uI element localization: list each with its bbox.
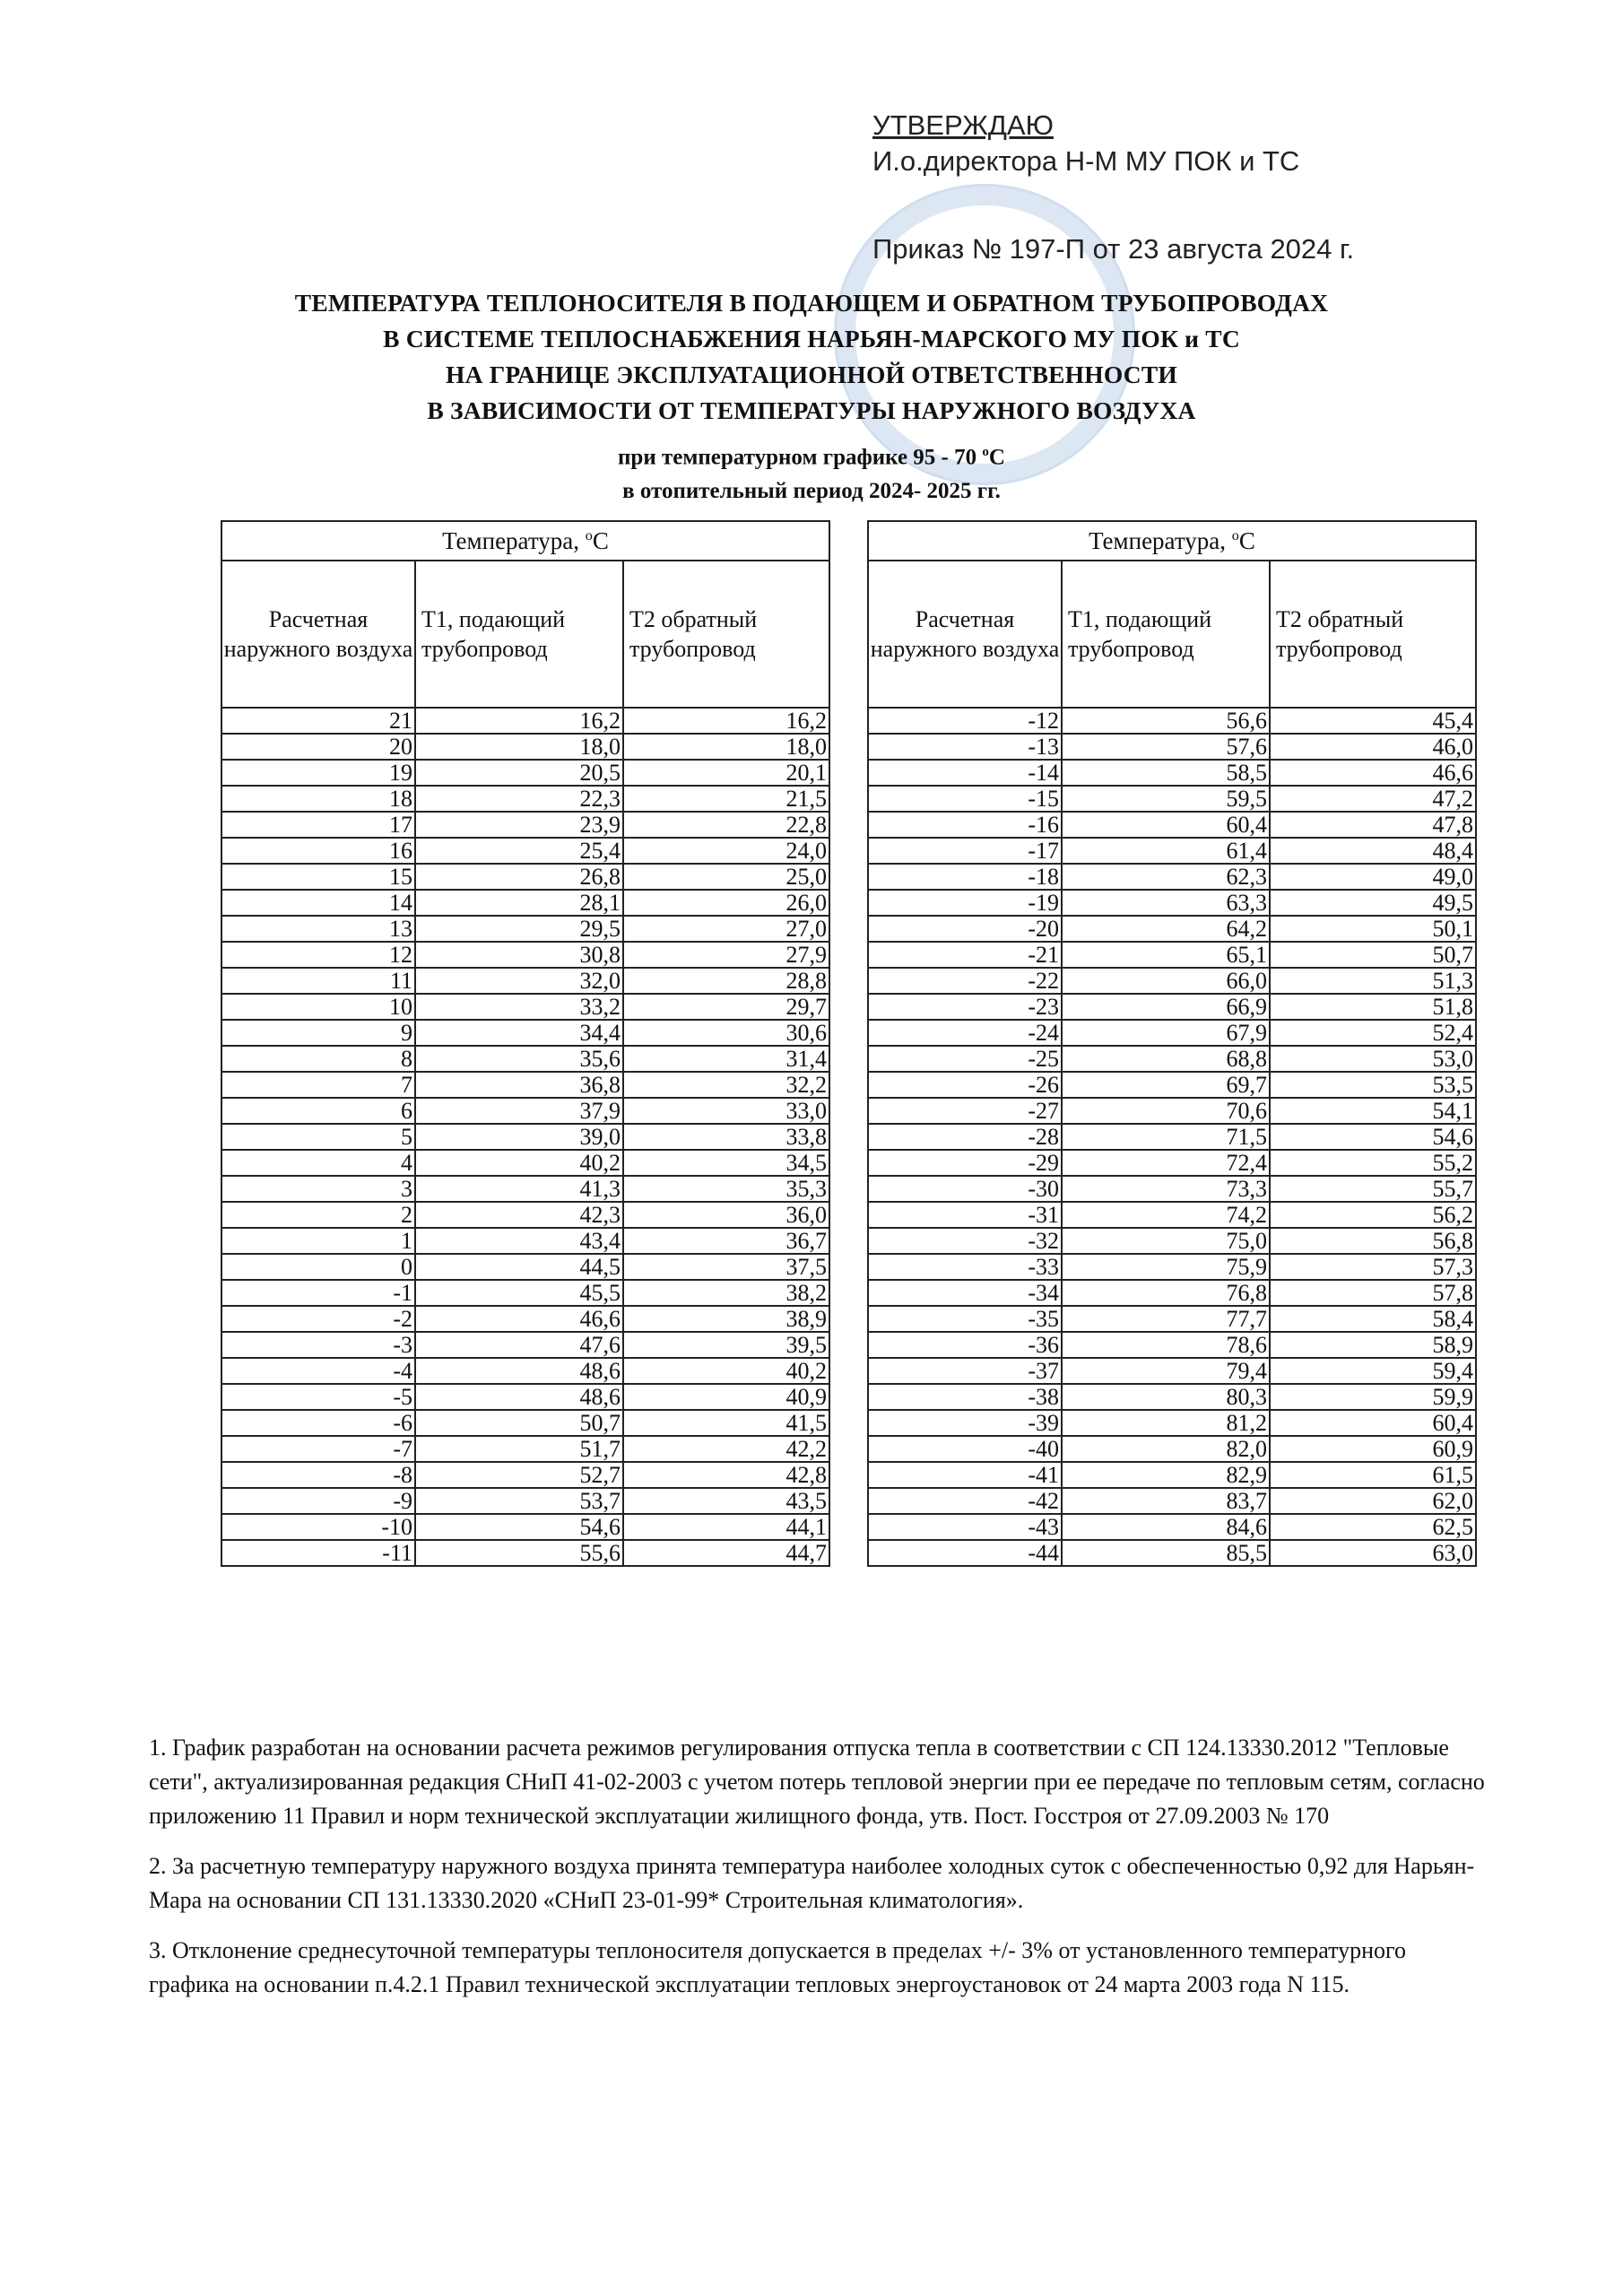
outdoor-temp-cell: -15: [868, 786, 1062, 812]
t2-cell: 58,9: [1270, 1332, 1476, 1358]
table-row: [221, 1514, 829, 1540]
table-row: [221, 942, 829, 968]
t2-cell: 46,0: [1270, 734, 1476, 760]
t2-cell: 59,4: [1270, 1358, 1476, 1384]
table-body-left: [221, 708, 829, 1566]
t1-cell: 66,9: [1062, 994, 1270, 1020]
t1-cell: 65,1: [1062, 942, 1270, 968]
table-row: [868, 864, 1476, 890]
table-row: [868, 1098, 1476, 1124]
t1-cell: 58,5: [1062, 760, 1270, 786]
t1-cell: 37,9: [415, 1098, 623, 1124]
outdoor-temp-cell: 1: [221, 1228, 415, 1254]
t1-cell: 62,3: [1062, 864, 1270, 890]
table-row: [221, 1124, 829, 1150]
schedule-unit: С: [988, 445, 1005, 470]
t2-cell: 53,5: [1270, 1072, 1476, 1098]
t2-cell: 18,0: [623, 734, 829, 760]
t1-cell: 20,5: [415, 760, 623, 786]
t2-cell: 45,4: [1270, 708, 1476, 734]
heading-line: НА ГРАНИЦЕ ЭКСПЛУАТАЦИОННОЙ ОТВЕТСТВЕННОСТИ: [446, 361, 1177, 388]
outdoor-temp-cell: -18: [868, 864, 1062, 890]
t1-cell: 22,3: [415, 786, 623, 812]
table-row: [868, 1202, 1476, 1228]
outdoor-temp-cell: -7: [221, 1436, 415, 1462]
table-row: [221, 838, 829, 864]
outdoor-temp-cell: -34: [868, 1280, 1062, 1306]
t1-cell: 67,9: [1062, 1020, 1270, 1046]
t1-cell: 71,5: [1062, 1124, 1270, 1150]
table-row: [221, 1358, 829, 1384]
table-row: [868, 942, 1476, 968]
t1-cell: 28,1: [415, 890, 623, 916]
table-row: [221, 1384, 829, 1410]
t1-cell: 70,6: [1062, 1098, 1270, 1124]
outdoor-temp-cell: -33: [868, 1254, 1062, 1280]
table-row: [221, 916, 829, 942]
col-t1-header: Т1, подающий трубопровод: [1062, 561, 1270, 708]
t2-cell: 49,0: [1270, 864, 1476, 890]
outdoor-temp-cell: 5: [221, 1124, 415, 1150]
t2-cell: 16,2: [623, 708, 829, 734]
outdoor-temp-cell: -39: [868, 1410, 1062, 1436]
t2-cell: 56,2: [1270, 1202, 1476, 1228]
outdoor-temp-cell: -10: [221, 1514, 415, 1540]
table-row: [868, 890, 1476, 916]
table-row: [868, 1410, 1476, 1436]
outdoor-temp-cell: -38: [868, 1384, 1062, 1410]
outdoor-temp-cell: -6: [221, 1410, 415, 1436]
t1-cell: 32,0: [415, 968, 623, 994]
t2-cell: 36,0: [623, 1202, 829, 1228]
col-t2-header: Т2 обратный трубопровод: [1270, 561, 1476, 708]
outdoor-temp-cell: -35: [868, 1306, 1062, 1332]
outdoor-temp-cell: -14: [868, 760, 1062, 786]
outdoor-temp-cell: -12: [868, 708, 1062, 734]
t1-cell: 43,4: [415, 1228, 623, 1254]
t2-cell: 51,8: [1270, 994, 1476, 1020]
t2-cell: 61,5: [1270, 1462, 1476, 1488]
outdoor-temp-cell: -32: [868, 1228, 1062, 1254]
heading-line: В СИСТЕМЕ ТЕПЛОСНАБЖЕНИЯ НАРЬЯН-МАРСКОГО МУ ПОК и ТС: [383, 325, 1240, 352]
outdoor-temp-cell: -8: [221, 1462, 415, 1488]
table-row: [221, 864, 829, 890]
t1-cell: 78,6: [1062, 1332, 1270, 1358]
table-row: [868, 1358, 1476, 1384]
table-row: [868, 786, 1476, 812]
table-row: [221, 786, 829, 812]
outdoor-temp-cell: -40: [868, 1436, 1062, 1462]
t2-cell: 42,8: [623, 1462, 829, 1488]
t2-cell: 44,7: [623, 1540, 829, 1566]
outdoor-temp-cell: -26: [868, 1072, 1062, 1098]
outdoor-temp-cell: 12: [221, 942, 415, 968]
t1-cell: 82,9: [1062, 1462, 1270, 1488]
table-row: [868, 916, 1476, 942]
outdoor-temp-cell: -11: [221, 1540, 415, 1566]
approval-order: Приказ № 197-П от 23 августа 2024 г.: [872, 233, 1355, 265]
table-row: [868, 1020, 1476, 1046]
table-row: [868, 1488, 1476, 1514]
table-row: [868, 1540, 1476, 1566]
t1-cell: 74,2: [1062, 1202, 1270, 1228]
outdoor-temp-cell: -43: [868, 1514, 1062, 1540]
t2-cell: 21,5: [623, 786, 829, 812]
table-row: [868, 812, 1476, 838]
t2-cell: 51,3: [1270, 968, 1476, 994]
t1-cell: 72,4: [1062, 1150, 1270, 1176]
outdoor-temp-cell: -36: [868, 1332, 1062, 1358]
approval-title: УТВЕРЖДАЮ: [872, 109, 1054, 141]
approval-block: [872, 108, 1354, 267]
outdoor-temp-cell: 4: [221, 1150, 415, 1176]
table-row: [221, 1098, 829, 1124]
period-line: в отопительный период 2024- 2025 гг.: [622, 479, 1001, 504]
t2-cell: 52,4: [1270, 1020, 1476, 1046]
t1-cell: 30,8: [415, 942, 623, 968]
outdoor-temp-cell: 20: [221, 734, 415, 760]
t1-cell: 83,7: [1062, 1488, 1270, 1514]
table-row: [221, 708, 829, 734]
table-row: [221, 1254, 829, 1280]
outdoor-temp-cell: -25: [868, 1046, 1062, 1072]
t1-cell: 60,4: [1062, 812, 1270, 838]
t2-cell: 33,0: [623, 1098, 829, 1124]
outdoor-temp-cell: 21: [221, 708, 415, 734]
t1-cell: 40,2: [415, 1150, 623, 1176]
table-row: [221, 890, 829, 916]
outdoor-temp-cell: 9: [221, 1020, 415, 1046]
table-row: [221, 1540, 829, 1566]
table-row: [221, 1436, 829, 1462]
table-row: [221, 1150, 829, 1176]
table-row: [868, 1462, 1476, 1488]
t1-cell: 64,2: [1062, 916, 1270, 942]
t1-cell: 23,9: [415, 812, 623, 838]
t2-cell: 33,8: [623, 1124, 829, 1150]
outdoor-temp-cell: -21: [868, 942, 1062, 968]
t2-cell: 54,6: [1270, 1124, 1476, 1150]
t2-cell: 40,9: [623, 1384, 829, 1410]
t1-cell: 48,6: [415, 1384, 623, 1410]
outdoor-temp-cell: 18: [221, 786, 415, 812]
table-row: [221, 734, 829, 760]
t1-cell: 26,8: [415, 864, 623, 890]
outdoor-temp-cell: 14: [221, 890, 415, 916]
outdoor-temp-cell: -2: [221, 1306, 415, 1332]
table-row: [868, 1124, 1476, 1150]
t1-cell: 69,7: [1062, 1072, 1270, 1098]
t1-cell: 51,7: [415, 1436, 623, 1462]
t2-cell: 20,1: [623, 760, 829, 786]
t1-cell: 35,6: [415, 1046, 623, 1072]
t1-cell: 36,8: [415, 1072, 623, 1098]
t2-cell: 57,3: [1270, 1254, 1476, 1280]
outdoor-temp-cell: -22: [868, 968, 1062, 994]
outdoor-temp-cell: -19: [868, 890, 1062, 916]
t1-cell: 50,7: [415, 1410, 623, 1436]
t2-cell: 37,5: [623, 1254, 829, 1280]
t2-cell: 56,8: [1270, 1228, 1476, 1254]
table-row: [868, 1436, 1476, 1462]
outdoor-temp-cell: -37: [868, 1358, 1062, 1384]
outdoor-temp-cell: -44: [868, 1540, 1062, 1566]
t1-cell: 76,8: [1062, 1280, 1270, 1306]
t2-cell: 27,0: [623, 916, 829, 942]
outdoor-temp-cell: 19: [221, 760, 415, 786]
outdoor-temp-cell: 0: [221, 1254, 415, 1280]
table-row: [868, 1046, 1476, 1072]
t1-cell: 53,7: [415, 1488, 623, 1514]
t1-cell: 75,9: [1062, 1254, 1270, 1280]
outdoor-temp-cell: -1: [221, 1280, 415, 1306]
t1-cell: 16,2: [415, 708, 623, 734]
t1-cell: 29,5: [415, 916, 623, 942]
table-row: [868, 838, 1476, 864]
t1-cell: 73,3: [1062, 1176, 1270, 1202]
t2-cell: 30,6: [623, 1020, 829, 1046]
t2-cell: 38,9: [623, 1306, 829, 1332]
t2-cell: 62,0: [1270, 1488, 1476, 1514]
table-row: [221, 1488, 829, 1514]
t1-cell: 85,5: [1062, 1540, 1270, 1566]
temperature-table-right: [867, 520, 1477, 1567]
group-header: Температура, $^o$С: [868, 521, 1476, 561]
t2-cell: 28,8: [623, 968, 829, 994]
t2-cell: 40,2: [623, 1358, 829, 1384]
t2-cell: 35,3: [623, 1176, 829, 1202]
table-row: [868, 1280, 1476, 1306]
outdoor-temp-cell: -29: [868, 1150, 1062, 1176]
note-1: 1. График разработан на основании расчета режимов регулирования отпуска тепла в соответствии с СП 124.13330.2012 "Тепловые сети", актуализированная редакция СНиП 41-02-2003 с учетом потерь тепловой энергии при ее передаче по тепловым сетям, согласно приложению 11 Правил и норм технической эксплуатации жилищного фонда, утв. Пост. Госстроя от 27.09.2003 № 170: [149, 1735, 1485, 1829]
t2-cell: 60,4: [1270, 1410, 1476, 1436]
table-row: [868, 1254, 1476, 1280]
t2-cell: 55,7: [1270, 1176, 1476, 1202]
table-row: [868, 1384, 1476, 1410]
table-row: [221, 1176, 829, 1202]
t2-cell: 32,2: [623, 1072, 829, 1098]
outdoor-temp-cell: -20: [868, 916, 1062, 942]
outdoor-temp-cell: 3: [221, 1176, 415, 1202]
note-3: 3. Отклонение среднесуточной температуры теплоносителя допускается в пределах +/- 3% от установленного температурного графика на основании п.4.2.1 Правил технической эксплуатации тепловых энергоустановок от 24 марта 2003 года N 115.: [149, 1937, 1407, 1997]
t1-cell: 18,0: [415, 734, 623, 760]
temperature-table-left: [221, 520, 830, 1567]
t2-cell: 57,8: [1270, 1280, 1476, 1306]
t2-cell: 22,8: [623, 812, 829, 838]
table-row: [221, 1462, 829, 1488]
t2-cell: 58,4: [1270, 1306, 1476, 1332]
table-row: [868, 1228, 1476, 1254]
t1-cell: 39,0: [415, 1124, 623, 1150]
t2-cell: 34,5: [623, 1150, 829, 1176]
t2-cell: 47,2: [1270, 786, 1476, 812]
t1-cell: 68,8: [1062, 1046, 1270, 1072]
outdoor-temp-cell: -24: [868, 1020, 1062, 1046]
outdoor-temp-cell: 10: [221, 994, 415, 1020]
t2-cell: 53,0: [1270, 1046, 1476, 1072]
t2-cell: 55,2: [1270, 1150, 1476, 1176]
outdoor-temp-cell: -31: [868, 1202, 1062, 1228]
outdoor-temp-cell: -9: [221, 1488, 415, 1514]
t2-cell: 39,5: [623, 1332, 829, 1358]
t2-cell: 50,7: [1270, 942, 1476, 968]
outdoor-temp-cell: -27: [868, 1098, 1062, 1124]
t1-cell: 80,3: [1062, 1384, 1270, 1410]
approval-position: И.о.директора Н-М МУ ПОК и ТС: [872, 145, 1300, 177]
table-row: [221, 1332, 829, 1358]
t2-cell: 47,8: [1270, 812, 1476, 838]
outdoor-temp-cell: 15: [221, 864, 415, 890]
col-t1-header: Т1, подающий трубопровод: [415, 561, 623, 708]
schedule-line: [0, 435, 1623, 474]
t1-cell: 66,0: [1062, 968, 1270, 994]
t1-cell: 47,6: [415, 1332, 623, 1358]
outdoor-temp-cell: 7: [221, 1072, 415, 1098]
t2-cell: 44,1: [623, 1514, 829, 1540]
t1-cell: 84,6: [1062, 1514, 1270, 1540]
t1-cell: 63,3: [1062, 890, 1270, 916]
t1-cell: 45,5: [415, 1280, 623, 1306]
note-2: 2. За расчетную температуру наружного воздуха принята температура наиболее холодных суток с обеспеченностью 0,92 для Нарьян-Мара на основании СП 131.13330.2020 «СНиП 23-01-99* Строительная климатология».: [149, 1853, 1475, 1913]
outdoor-temp-cell: 8: [221, 1046, 415, 1072]
t2-cell: 38,2: [623, 1280, 829, 1306]
t1-cell: 77,7: [1062, 1306, 1270, 1332]
degree-mark: o: [982, 445, 989, 459]
outdoor-temp-cell: -41: [868, 1462, 1062, 1488]
group-header: Температура, $^o$С: [221, 521, 829, 561]
table-row: [868, 1072, 1476, 1098]
t1-cell: 57,6: [1062, 734, 1270, 760]
t2-cell: 25,0: [623, 864, 829, 890]
heading-line: ТЕМПЕРАТУРА ТЕПЛОНОСИТЕЛЯ В ПОДАЮЩЕМ И ОБРАТНОМ ТРУБОПРОВОДАХ: [294, 289, 1329, 317]
t1-cell: 81,2: [1062, 1410, 1270, 1436]
t2-cell: 41,5: [623, 1410, 829, 1436]
table-row: [868, 760, 1476, 786]
t2-cell: 24,0: [623, 838, 829, 864]
t1-cell: 55,6: [415, 1540, 623, 1566]
table-row: [868, 1514, 1476, 1540]
table-row: [868, 1306, 1476, 1332]
col-outdoor-header: Расчетная наружного воздуха: [221, 561, 415, 708]
table-row: [868, 1150, 1476, 1176]
table-body-right: [868, 708, 1476, 1566]
outdoor-temp-cell: 2: [221, 1202, 415, 1228]
t1-cell: 41,3: [415, 1176, 623, 1202]
table-row: [221, 1280, 829, 1306]
notes-section: [149, 1731, 1485, 2018]
t1-cell: 54,6: [415, 1514, 623, 1540]
t2-cell: 49,5: [1270, 890, 1476, 916]
outdoor-temp-cell: 13: [221, 916, 415, 942]
t1-cell: 61,4: [1062, 838, 1270, 864]
table-row: [221, 1410, 829, 1436]
table-row: [868, 1176, 1476, 1202]
table-row: [221, 1306, 829, 1332]
t2-cell: 26,0: [623, 890, 829, 916]
table-row: [868, 708, 1476, 734]
t1-cell: 42,3: [415, 1202, 623, 1228]
t2-cell: 54,1: [1270, 1098, 1476, 1124]
t1-cell: 79,4: [1062, 1358, 1270, 1384]
t2-cell: 43,5: [623, 1488, 829, 1514]
t2-cell: 62,5: [1270, 1514, 1476, 1540]
t2-cell: 36,7: [623, 1228, 829, 1254]
table-row: [221, 760, 829, 786]
table-row: [868, 994, 1476, 1020]
table-row: [221, 1228, 829, 1254]
outdoor-temp-cell: -28: [868, 1124, 1062, 1150]
t1-cell: 25,4: [415, 838, 623, 864]
t2-cell: 27,9: [623, 942, 829, 968]
t2-cell: 50,1: [1270, 916, 1476, 942]
t2-cell: 48,4: [1270, 838, 1476, 864]
outdoor-temp-cell: -42: [868, 1488, 1062, 1514]
table-row: [221, 812, 829, 838]
t1-cell: 56,6: [1062, 708, 1270, 734]
t2-cell: 60,9: [1270, 1436, 1476, 1462]
table-row: [868, 1332, 1476, 1358]
table-row: [221, 994, 829, 1020]
table-row: [221, 1072, 829, 1098]
table-row: [868, 734, 1476, 760]
outdoor-temp-cell: -16: [868, 812, 1062, 838]
outdoor-temp-cell: -5: [221, 1384, 415, 1410]
outdoor-temp-cell: 6: [221, 1098, 415, 1124]
schedule-text: при температурном графике 95 - 70: [618, 445, 983, 470]
table-row: [221, 968, 829, 994]
outdoor-temp-cell: -3: [221, 1332, 415, 1358]
heading-line: В ЗАВИСИМОСТИ ОТ ТЕМПЕРАТУРЫ НАРУЖНОГО ВОЗДУХА: [427, 396, 1196, 424]
outdoor-temp-cell: 11: [221, 968, 415, 994]
outdoor-temp-cell: -4: [221, 1358, 415, 1384]
col-t2-header: Т2 обратный трубопровод: [623, 561, 829, 708]
t1-cell: 33,2: [415, 994, 623, 1020]
t1-cell: 75,0: [1062, 1228, 1270, 1254]
t2-cell: 63,0: [1270, 1540, 1476, 1566]
outdoor-temp-cell: 17: [221, 812, 415, 838]
table-row: [868, 968, 1476, 994]
t2-cell: 31,4: [623, 1046, 829, 1072]
outdoor-temp-cell: -13: [868, 734, 1062, 760]
t1-cell: 82,0: [1062, 1436, 1270, 1462]
outdoor-temp-cell: 16: [221, 838, 415, 864]
table-row: [221, 1020, 829, 1046]
outdoor-temp-cell: -30: [868, 1176, 1062, 1202]
table-row: [221, 1202, 829, 1228]
t1-cell: 34,4: [415, 1020, 623, 1046]
t2-cell: 42,2: [623, 1436, 829, 1462]
t1-cell: 48,6: [415, 1358, 623, 1384]
outdoor-temp-cell: -23: [868, 994, 1062, 1020]
t1-cell: 44,5: [415, 1254, 623, 1280]
document-subheading: [0, 435, 1623, 509]
t2-cell: 29,7: [623, 994, 829, 1020]
t1-cell: 52,7: [415, 1462, 623, 1488]
t2-cell: 46,6: [1270, 760, 1476, 786]
document-heading: [0, 285, 1623, 429]
outdoor-temp-cell: -17: [868, 838, 1062, 864]
t2-cell: 59,9: [1270, 1384, 1476, 1410]
t1-cell: 59,5: [1062, 786, 1270, 812]
table-row: [221, 1046, 829, 1072]
t1-cell: 46,6: [415, 1306, 623, 1332]
col-outdoor-header: Расчетная наружного воздуха: [868, 561, 1062, 708]
